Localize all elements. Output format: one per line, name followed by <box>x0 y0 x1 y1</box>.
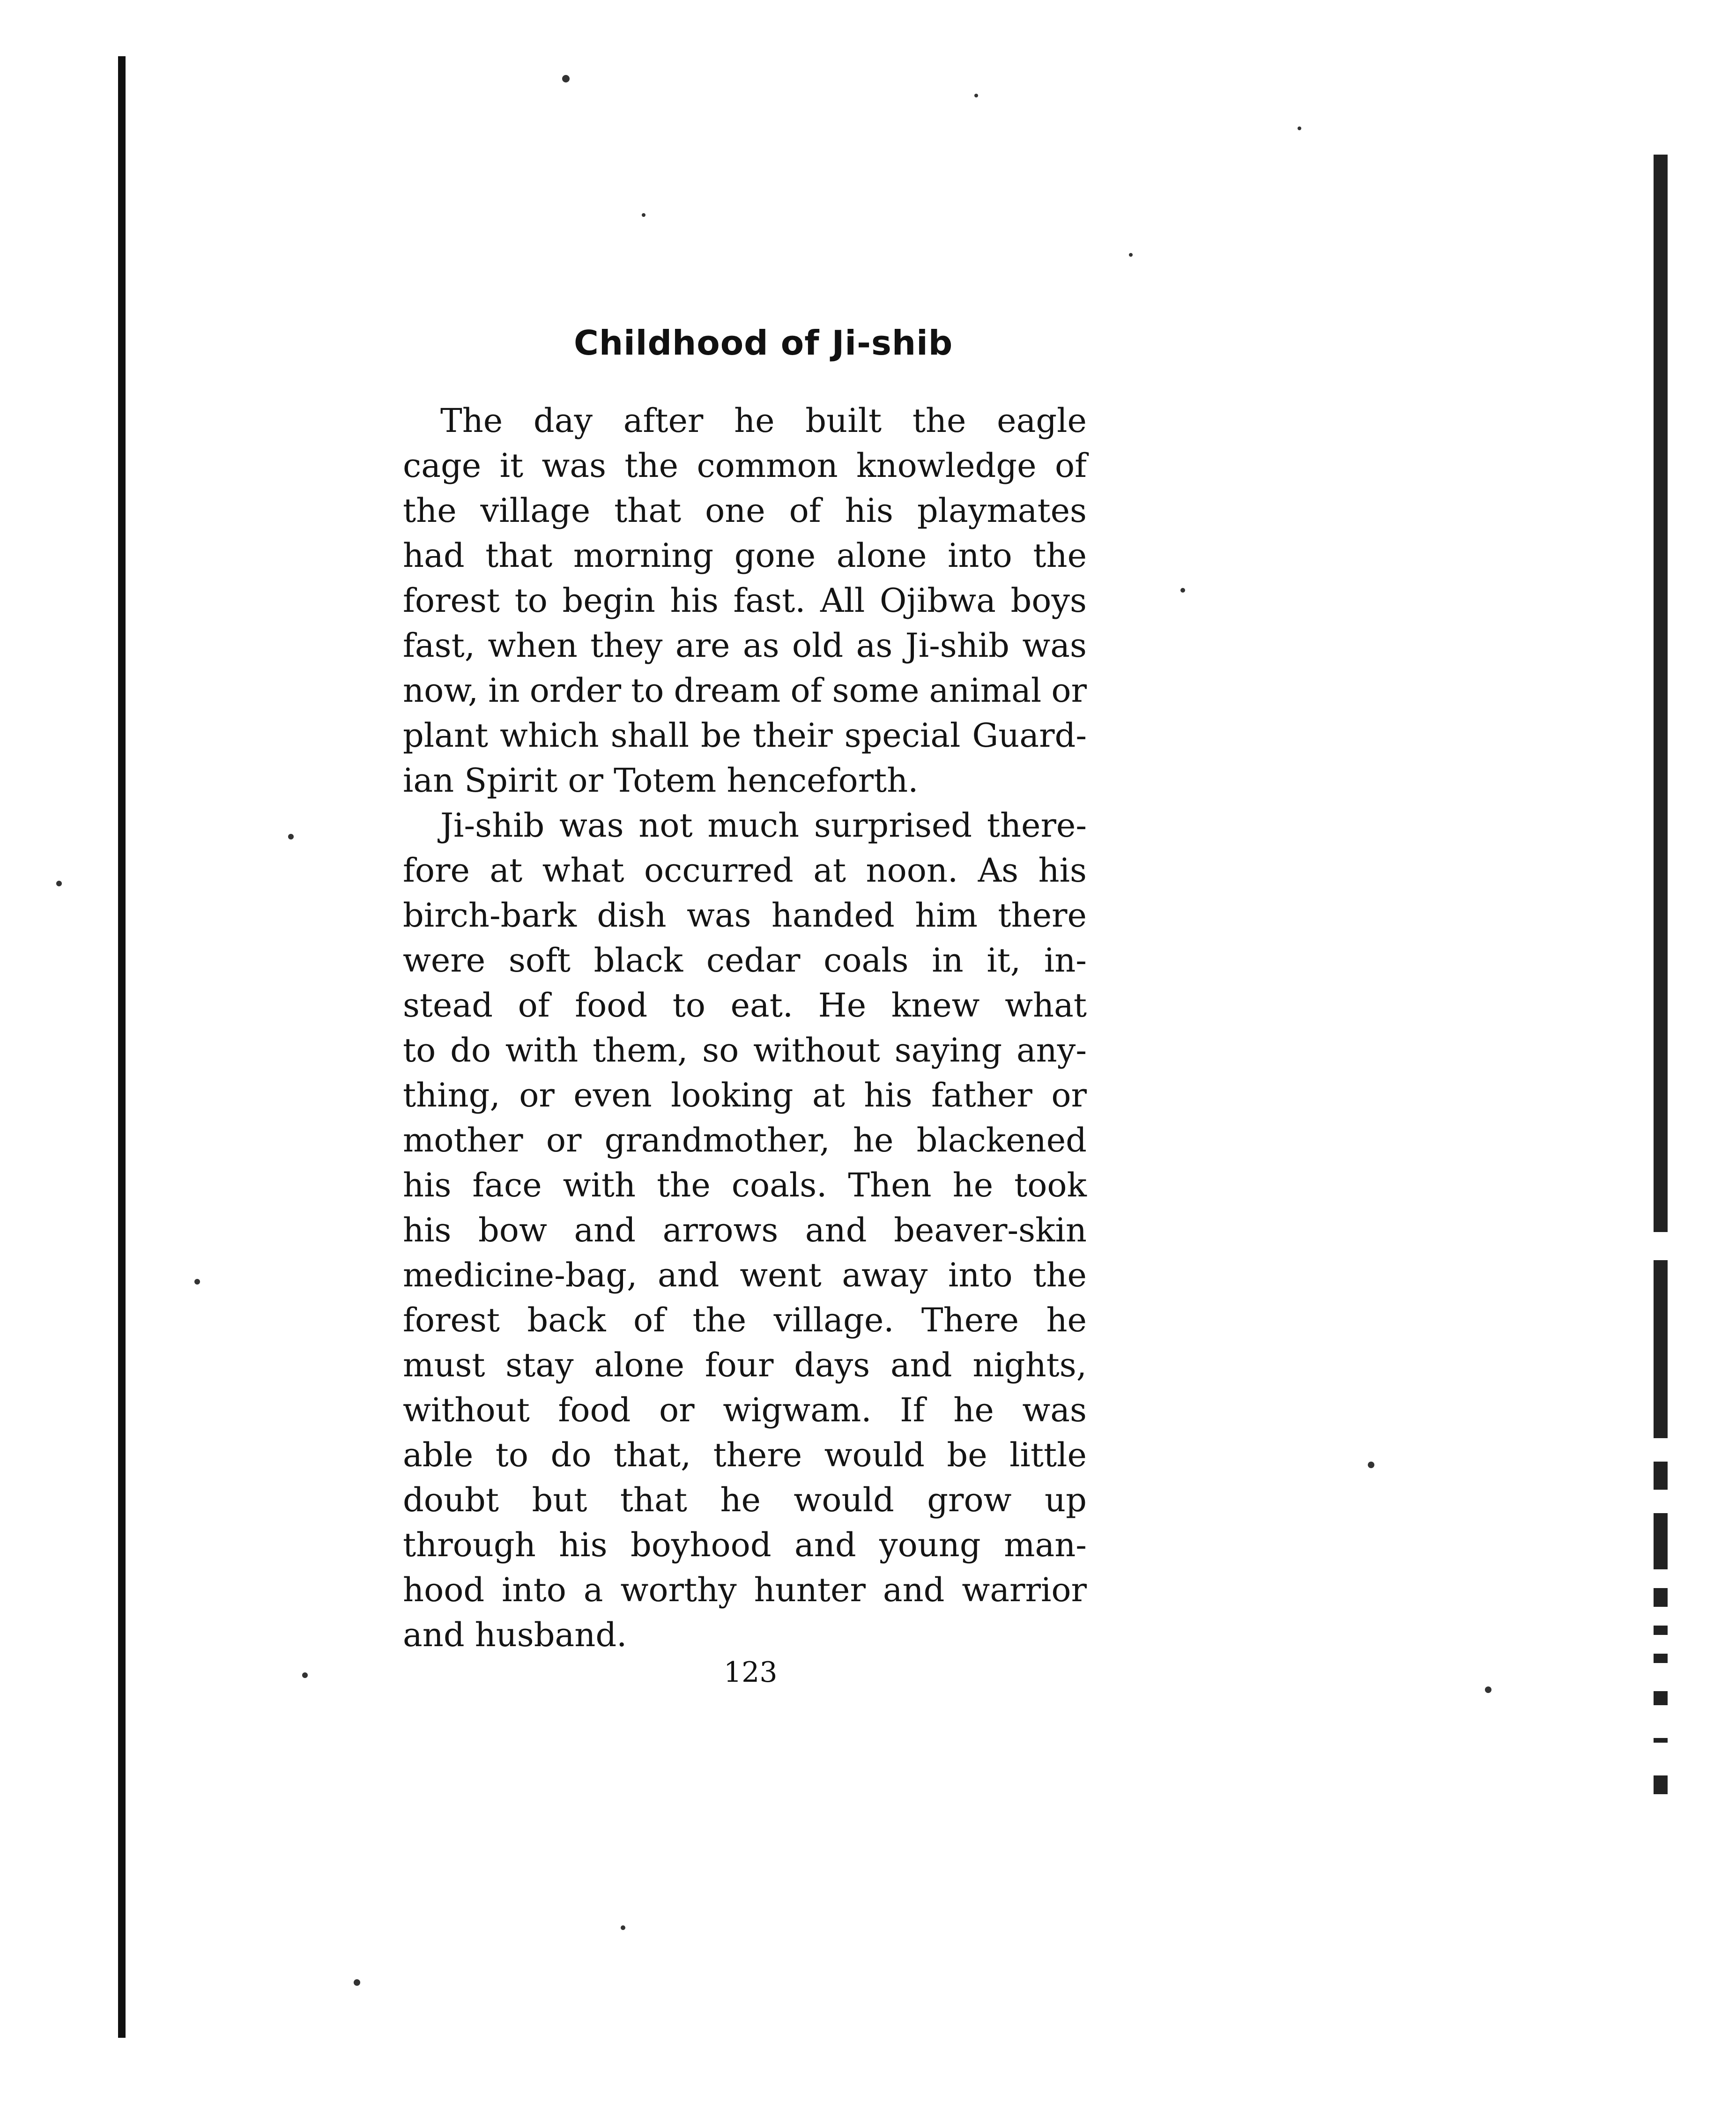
binding-rule <box>118 56 126 2038</box>
edge-segment <box>1654 1654 1668 1663</box>
text-line: thing, or even looking at his father or <box>403 1076 1087 1114</box>
scan-speck <box>621 1925 625 1930</box>
scan-speck <box>562 75 570 82</box>
edge-segment <box>1654 1738 1668 1743</box>
text-line: without food or wigwam. If he was <box>403 1391 1087 1429</box>
scan-edge-strip <box>1654 155 1668 1804</box>
text-line: his face with the coals. Then he took <box>403 1166 1087 1204</box>
edge-segment <box>1654 1462 1668 1490</box>
scan-speck <box>194 1279 200 1285</box>
text-line: plant which shall be their special Guard- <box>403 716 1087 755</box>
edge-segment <box>1654 155 1668 1232</box>
text-line: the village that one of his playmates <box>403 491 1087 530</box>
text-line: now, in order to dream of some animal or <box>403 671 1087 710</box>
scan-speck <box>1368 1462 1374 1468</box>
page-number: 123 <box>724 1656 778 1689</box>
text-line: forest to begin his fast. All Ojibwa boys <box>403 581 1087 620</box>
text-line: cage it was the common knowledge of <box>403 446 1087 485</box>
edge-segment <box>1654 1691 1668 1705</box>
scan-speck <box>354 1979 360 1986</box>
text-line: able to do that, there would be little <box>403 1436 1087 1474</box>
body-text <box>403 398 1087 1657</box>
scan-speck <box>1129 253 1133 257</box>
text-line: must stay alone four days and nights, <box>403 1346 1087 1384</box>
edge-segment <box>1654 1513 1668 1569</box>
text-line: medicine-bag, and went away into the <box>403 1256 1087 1294</box>
text-line: fore at what occurred at noon. As his <box>403 851 1087 890</box>
text-line: were soft black cedar coals in it, in- <box>403 941 1087 980</box>
scan-speck <box>642 213 645 217</box>
text-line: had that morning gone alone into the <box>403 536 1087 575</box>
text-line: hood into a worthy hunter and warrior <box>403 1571 1087 1609</box>
text-line: fast, when they are as old as Ji-shib was <box>403 626 1087 665</box>
text-line: to do with them, so without saying any- <box>403 1031 1087 1069</box>
text-line: through his boyhood and young man- <box>403 1526 1087 1564</box>
text-line: forest back of the village. There he <box>403 1301 1087 1339</box>
edge-segment <box>1654 1626 1668 1635</box>
edge-segment <box>1654 1260 1668 1438</box>
text-line: mother or grandmother, he blackened <box>403 1121 1087 1159</box>
text-line: ian Spirit or Totem henceforth. <box>403 761 919 800</box>
chapter-title: Childhood of Ji-shib <box>574 323 953 363</box>
scan-speck <box>1298 126 1301 130</box>
scan-speck <box>1180 588 1185 593</box>
text-line: stead of food to eat. He knew what <box>403 986 1087 1025</box>
text-line: birch-bark dish was handed him there <box>403 896 1087 935</box>
text-line: and husband. <box>403 1616 627 1654</box>
text-line: his bow and arrows and beaver-skin <box>403 1211 1087 1249</box>
text-line: The day after he built the eagle <box>440 401 1087 440</box>
scan-speck <box>288 834 294 839</box>
text-line: Ji-shib was not much surprised there- <box>440 806 1087 845</box>
scan-speck <box>56 881 62 886</box>
scan-speck <box>974 94 978 97</box>
text-line: doubt but that he would grow up <box>403 1481 1087 1519</box>
edge-segment <box>1654 1588 1668 1607</box>
scan-speck <box>1485 1686 1491 1693</box>
scan-speck <box>302 1672 308 1678</box>
edge-segment <box>1654 1775 1668 1794</box>
